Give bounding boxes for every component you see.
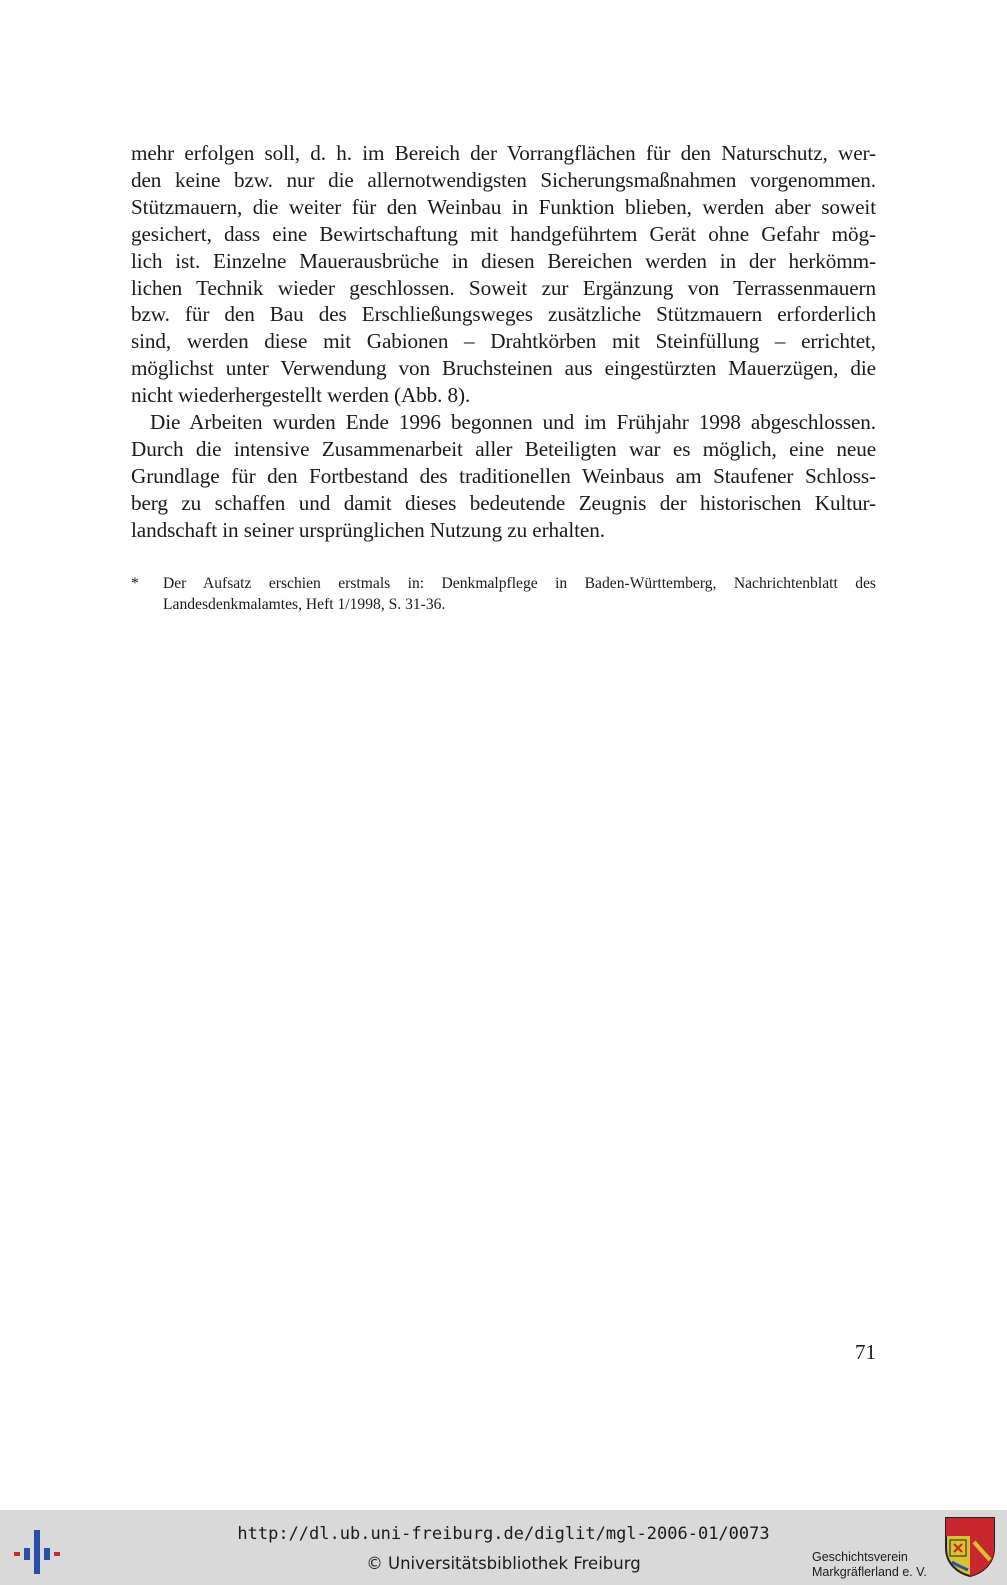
footer-bar bbox=[0, 1510, 1007, 1585]
society-name-line1: Geschichtsverein bbox=[812, 1550, 908, 1564]
paragraph-1 bbox=[131, 140, 876, 409]
text-line: landschaft in seiner ursprünglichen Nutzung zu erhalten. bbox=[131, 517, 605, 542]
footnote bbox=[131, 574, 876, 615]
footer-copyright: © Universitätsbibliothek Freiburg bbox=[366, 1554, 641, 1573]
text-line: Durch die intensive Zusammenarbeit aller Beteiligten war es möglich, eine neue bbox=[131, 436, 876, 461]
footnote-line: Der Aufsatz erschien erstmals in: Denkmalpflege in Baden-Württemberg, Nachrichtenblatt des bbox=[163, 575, 876, 592]
text-line: berg zu schaffen und damit dieses bedeutende Zeugnis der historischen Kultur- bbox=[131, 490, 876, 515]
coat-of-arms-icon[interactable] bbox=[944, 1516, 996, 1578]
text-line: den keine bzw. nur die allernotwendigsten Sicherungsmaßnahmen vorgenommen. bbox=[131, 167, 876, 192]
text-line: Grundlage für den Fortbestand des traditionellen Weinbaus am Staufener Schloss- bbox=[131, 463, 876, 488]
footnote-text bbox=[163, 574, 876, 615]
page-body bbox=[131, 140, 876, 544]
text-line: lich ist. Einzelne Mauerausbrüche in diesen Bereichen werden in der herkömm- bbox=[131, 248, 876, 273]
paragraph-2 bbox=[131, 409, 876, 544]
text-line: nicht wiederhergestellt werden (Abb. 8). bbox=[131, 383, 471, 408]
text-line: Die Arbeiten wurden Ende 1996 begonnen und im Frühjahr 1998 abgeschlossen. bbox=[150, 410, 876, 435]
text-line: gesichert, dass eine Bewirtschaftung mit handgeführtem Gerät ohne Gefahr mög- bbox=[131, 221, 876, 246]
society-name bbox=[812, 1550, 927, 1580]
footer-url-link[interactable]: http://dl.ub.uni-freiburg.de/diglit/mgl-2006-01/0073 bbox=[237, 1524, 770, 1544]
page-number: 71 bbox=[855, 1340, 876, 1364]
footnote-line: Landesdenkmalamtes, Heft 1/1998, S. 31-36. bbox=[163, 595, 446, 613]
text-line: Stützmauern, die weiter für den Weinbau in Funktion blieben, werden aber soweit bbox=[131, 194, 876, 219]
text-line: lichen Technik wieder geschlossen. Soweit zur Ergänzung von Terrassenmauern bbox=[131, 275, 876, 300]
text-line: mehr erfolgen soll, d. h. im Bereich der Vorrangflächen für den Naturschutz, wer- bbox=[131, 141, 876, 165]
text-line: bzw. für den Bau des Erschließungsweges zusätzliche Stützmauern erforderlich bbox=[131, 302, 876, 327]
text-line: sind, werden diese mit Gabionen – Drahtkörben mit Steinfüllung – errichtet, bbox=[131, 329, 876, 354]
footnote-marker: * bbox=[131, 575, 139, 592]
text-line: möglichst unter Verwendung von Bruchsteinen aus eingestürzten Mauerzügen, die bbox=[131, 356, 876, 381]
society-name-line2: Markgräflerland e. V. bbox=[812, 1565, 927, 1579]
